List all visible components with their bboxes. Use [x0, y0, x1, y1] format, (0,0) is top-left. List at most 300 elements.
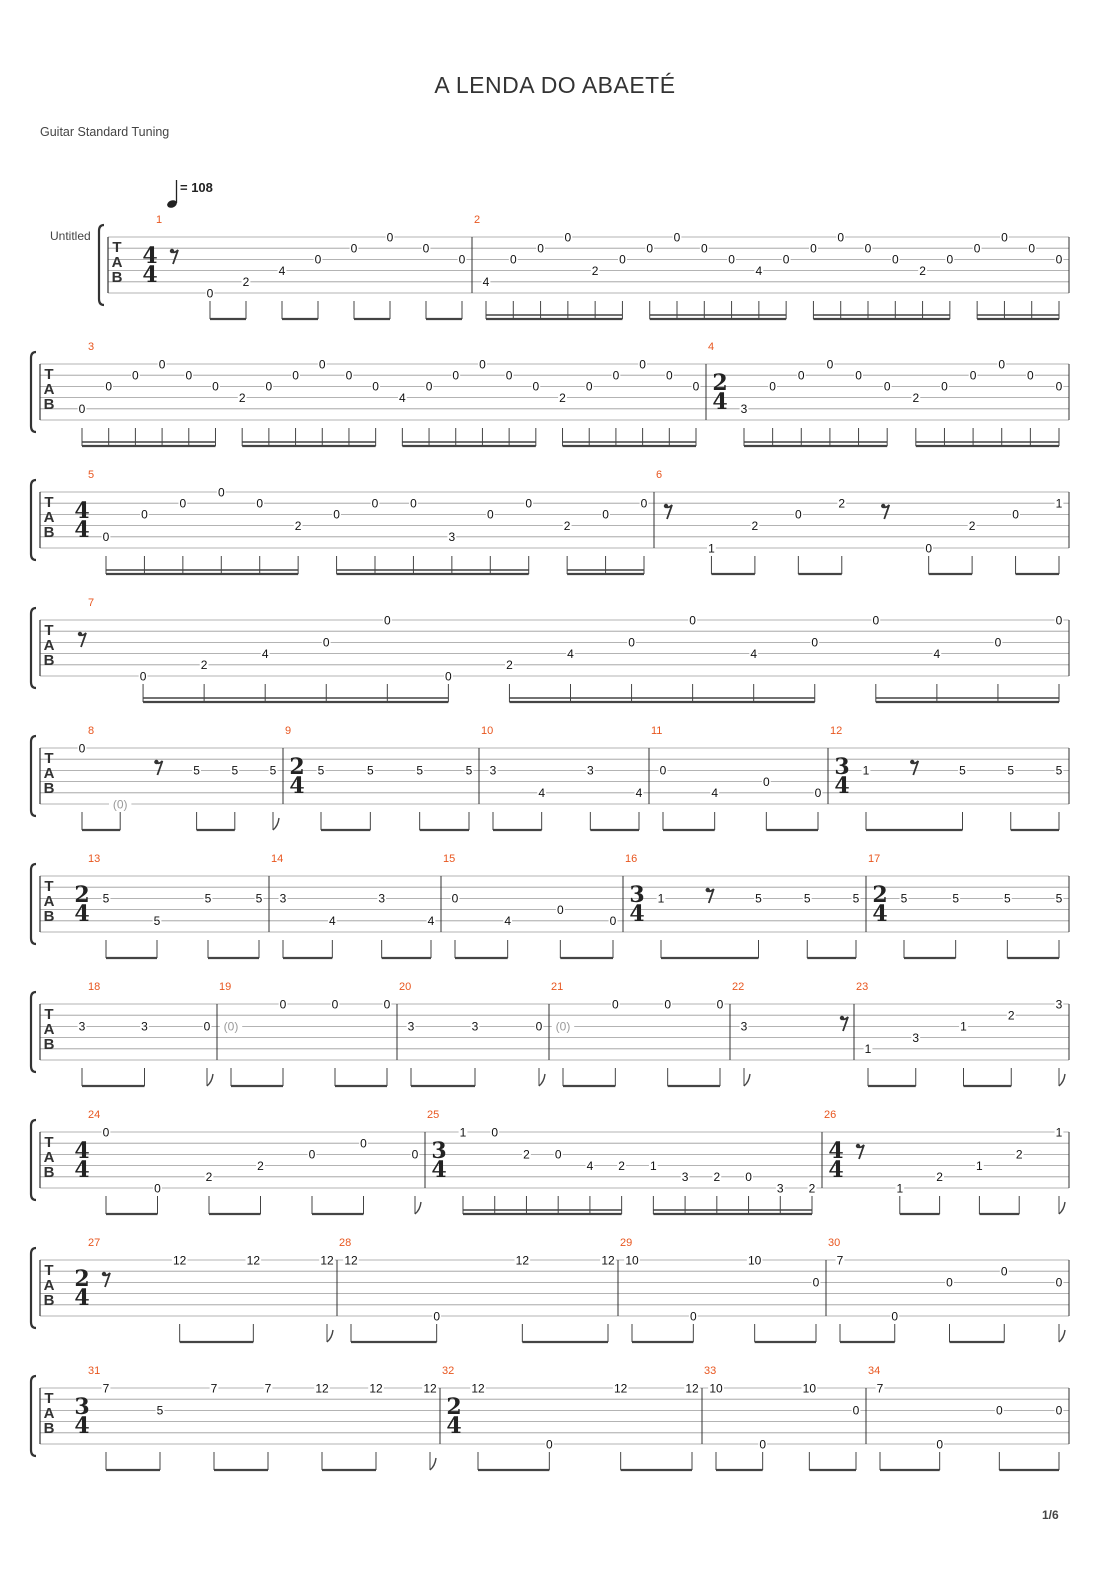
fret-number: 2 [242, 275, 250, 290]
fret-number: 0 [486, 507, 494, 522]
measure [824, 1109, 1065, 1214]
fret-number: 0 [425, 379, 433, 394]
measure [271, 853, 435, 958]
tab-clef-letter: B [43, 1164, 55, 1181]
fret-number: 0 [872, 613, 880, 628]
fret-number: 0 [102, 530, 110, 545]
fret-number: 4 [504, 914, 512, 929]
fret-number: 0 [837, 230, 845, 245]
fret-number: 3 [279, 891, 287, 906]
fret-number: 5 [153, 914, 161, 929]
fret-number: 3 [776, 1181, 784, 1196]
fret-number: 4 [261, 646, 269, 661]
rest-dot [881, 504, 885, 508]
tab-clef-letter: A [43, 637, 55, 654]
measure [74, 1365, 437, 1470]
fret-number: 0 [1028, 241, 1036, 256]
tab-clef-letter: T [44, 622, 54, 639]
fret-number: 10 [747, 1253, 762, 1268]
fret-number: 2 [1007, 1008, 1015, 1023]
fret-number: 0 [265, 379, 273, 394]
tab-clef-letter: T [44, 1134, 54, 1151]
fret-number: (0) [112, 797, 128, 812]
rest-dot [78, 632, 82, 636]
fret-number: 0 [639, 357, 646, 372]
system-bracket [31, 480, 36, 560]
fret-number: 5 [193, 763, 200, 778]
fret-number: 0 [360, 1136, 367, 1151]
fret-number: 4 [586, 1158, 594, 1173]
fret-number: 3 [378, 891, 386, 906]
fret-number: 4 [278, 263, 286, 278]
fret-number: 2 [257, 1158, 264, 1173]
fret-number: 2 [919, 263, 926, 278]
fret-number: 2 [200, 658, 208, 673]
fret-number: 2 [912, 390, 920, 405]
fret-number: 0 [1012, 507, 1019, 522]
measure-number: 21 [551, 981, 564, 993]
rest-dot [706, 888, 710, 892]
fret-number: 5 [1055, 891, 1063, 906]
fret-number: 4 [635, 786, 643, 801]
measure-number: 23 [856, 981, 869, 993]
tab-clef-letter: A [43, 381, 55, 398]
measure [442, 1365, 700, 1470]
time-signature-bottom: 4 [142, 262, 158, 288]
fret-number: 4 [933, 646, 941, 661]
measure-number: 31 [88, 1365, 101, 1377]
fret-number: 0 [292, 368, 299, 383]
fret-number: 0 [206, 286, 214, 301]
fret-number: 0 [946, 1275, 953, 1290]
measure-number: 34 [868, 1365, 881, 1377]
measure-number: 26 [824, 1109, 837, 1121]
tab-clef-letter: T [44, 366, 54, 383]
fret-number: 0 [139, 669, 147, 684]
measure-number: 2 [474, 214, 481, 226]
fret-number: 2 [968, 518, 976, 533]
measure-number: 12 [830, 725, 843, 737]
measure [78, 597, 1064, 702]
measure [142, 214, 466, 319]
fret-number: 4 [399, 390, 406, 405]
fret-number: 0 [1055, 613, 1063, 628]
fret-number: 12 [685, 1381, 699, 1396]
fret-number: 0 [994, 635, 1002, 650]
fret-number: 0 [433, 1309, 441, 1324]
fret-number: 0 [491, 1125, 499, 1140]
fret-number: 0 [762, 774, 770, 789]
time-signature-bottom: 4 [712, 389, 728, 415]
rest-dot [840, 1016, 844, 1020]
system-bracket [99, 225, 104, 305]
fret-number: 0 [689, 613, 696, 628]
note-flag [539, 1074, 545, 1086]
fret-number: 3 [740, 1019, 748, 1034]
measure [708, 341, 1063, 446]
fret-number: 0 [179, 496, 187, 511]
tab-system [99, 214, 1069, 319]
rest-dot [102, 1272, 106, 1276]
fret-number: 0 [154, 1181, 161, 1196]
time-signature-top: 4 [828, 1138, 844, 1164]
fret-number: 0 [609, 914, 617, 929]
fret-number: 0 [852, 1403, 860, 1418]
fret-number: 1 [657, 891, 665, 906]
rest-dot [170, 249, 174, 253]
measure-number: 28 [339, 1237, 352, 1249]
fret-number: 0 [646, 241, 654, 256]
tab-system [31, 1109, 1069, 1214]
fret-number: 0 [105, 379, 113, 394]
fret-number: (0) [555, 1019, 571, 1034]
measure [399, 981, 545, 1086]
fret-number: 0 [728, 252, 735, 267]
system-bracket [31, 608, 36, 688]
fret-number: 0 [716, 997, 724, 1012]
tab-clef-letter: B [43, 524, 55, 541]
tab-clef-letter: A [43, 1277, 55, 1294]
fret-number: 5 [102, 891, 110, 906]
measure-number: 24 [88, 1109, 101, 1121]
time-signature-top: 3 [834, 754, 850, 780]
fret-number: 0 [212, 379, 219, 394]
tab-clef-letter: T [112, 239, 122, 256]
measure-number: 5 [88, 469, 95, 481]
fret-number: 2 [563, 518, 571, 533]
fret-number: 4 [750, 646, 758, 661]
system-bracket [31, 1248, 36, 1328]
tab-clef-letter: B [43, 652, 55, 669]
fret-number: 0 [810, 241, 817, 256]
measure [78, 341, 701, 446]
fret-number: 0 [372, 379, 379, 394]
fret-number: 5 [366, 763, 374, 778]
fret-number: 0 [537, 241, 544, 256]
fret-number: 5 [156, 1403, 164, 1418]
fret-number: 0 [509, 252, 517, 267]
tab-clef-letter: T [44, 494, 54, 511]
fret-number: 3 [141, 1019, 148, 1034]
fret-number: 0 [217, 485, 225, 500]
tempo-marking: = 108 [180, 180, 213, 195]
measure-number: 30 [828, 1237, 841, 1249]
measure [856, 981, 1065, 1086]
fret-number: 10 [625, 1253, 639, 1268]
fret-number: 3 [586, 763, 594, 778]
fret-number: 2 [838, 496, 846, 511]
fret-number: 0 [256, 496, 264, 511]
fret-number: 1 [864, 1042, 872, 1057]
fret-number: 12 [172, 1253, 187, 1268]
fret-number: 4 [427, 914, 435, 929]
fret-number: 5 [1003, 891, 1011, 906]
measure-number: 20 [399, 981, 412, 993]
tab-clef-letter: B [43, 1292, 55, 1309]
fret-number: 0 [925, 541, 933, 556]
fret-number: 12 [246, 1253, 261, 1268]
measure [830, 725, 1063, 830]
fret-number: 0 [855, 368, 862, 383]
tab-clef-letter: T [44, 750, 54, 767]
fret-number: 4 [567, 646, 574, 661]
system-bracket [31, 352, 36, 432]
measure-number: 32 [442, 1365, 455, 1377]
fret-number: 0 [383, 997, 391, 1012]
fret-number: 7 [876, 1381, 884, 1396]
fret-number: 0 [535, 1019, 543, 1034]
time-signature-bottom: 4 [629, 901, 645, 927]
fret-number: 0 [345, 368, 353, 383]
fret-number: 0 [941, 379, 948, 394]
fret-number: 1 [862, 763, 870, 778]
fret-number: 12 [315, 1381, 329, 1396]
measure [285, 725, 473, 830]
fret-number: 12 [471, 1381, 485, 1396]
tab-system [31, 1365, 1069, 1470]
measure-number: 6 [656, 469, 663, 481]
fret-number: 0 [331, 997, 339, 1012]
fret-number: 0 [422, 241, 430, 256]
time-signature-top: 2 [74, 1266, 90, 1292]
fret-number: 12 [369, 1381, 383, 1396]
fret-number: 10 [802, 1381, 817, 1396]
fret-number: 7 [264, 1381, 272, 1396]
fret-number: 1 [1055, 1125, 1063, 1140]
fret-number: 3 [407, 1019, 415, 1034]
measure-number: 33 [704, 1365, 717, 1377]
fret-number: 7 [102, 1381, 110, 1396]
fret-number: 0 [826, 357, 834, 372]
fret-number: 0 [78, 402, 86, 417]
fret-number: 3 [448, 530, 456, 545]
measure [78, 725, 279, 830]
fret-number: 0 [132, 368, 139, 383]
note-flag [430, 1458, 436, 1470]
time-signature-bottom: 4 [446, 1413, 462, 1439]
fret-number: 12 [320, 1253, 334, 1268]
time-signature-top: 4 [142, 243, 158, 269]
fret-number: 0 [185, 368, 193, 383]
measure [551, 981, 724, 1086]
fret-number: 0 [411, 1147, 419, 1162]
fret-number: 0 [883, 379, 891, 394]
fret-number: 0 [532, 379, 540, 394]
fret-number: 0 [505, 368, 513, 383]
time-signature-bottom: 4 [828, 1157, 844, 1183]
fret-number: 7 [210, 1381, 218, 1396]
time-signature-bottom: 4 [74, 1413, 90, 1439]
fret-number: 0 [864, 241, 872, 256]
fret-number: 4 [538, 786, 546, 801]
fret-number: 3 [78, 1019, 86, 1034]
fret-number: 2 [713, 1170, 721, 1185]
tab-system [31, 853, 1069, 958]
fret-number: 0 [782, 252, 790, 267]
fret-number: 0 [445, 669, 452, 684]
fret-number: 0 [452, 368, 460, 383]
measure-number: 17 [868, 853, 881, 865]
time-signature-bottom: 4 [74, 517, 90, 543]
measure [732, 981, 848, 1086]
tab-clef-letter: T [44, 878, 54, 895]
fret-number: 0 [279, 997, 287, 1012]
fret-number: 3 [681, 1170, 689, 1185]
tab-clef-letter: B [43, 780, 55, 797]
fret-number: 0 [689, 1309, 697, 1324]
fret-number: 0 [102, 1125, 110, 1140]
fret-number: 12 [515, 1253, 530, 1268]
measure [74, 1237, 334, 1342]
fret-number: 2 [936, 1170, 943, 1185]
note-flag [1059, 1074, 1065, 1086]
fret-number: 0 [812, 1275, 820, 1290]
fret-number: 2 [205, 1170, 213, 1185]
fret-number: 0 [1001, 230, 1008, 245]
rest-dot [664, 504, 668, 508]
tab-clef-letter: T [44, 1262, 54, 1279]
note-flag [327, 1330, 333, 1342]
fret-number: 0 [322, 635, 330, 650]
fret-number: 4 [482, 275, 490, 290]
tab-clef-letter: T [44, 1390, 54, 1407]
fret-number: 5 [952, 891, 960, 906]
tab-clef-letter: A [43, 509, 55, 526]
fret-number: 0 [386, 230, 394, 245]
fret-number: 5 [465, 763, 473, 778]
fret-number: 0 [700, 241, 708, 256]
fret-number: 0 [640, 496, 648, 511]
time-signature-bottom: 4 [834, 773, 850, 799]
fret-number: 0 [946, 252, 954, 267]
fret-number: 0 [811, 635, 819, 650]
fret-number: 0 [314, 252, 322, 267]
fret-number: 0 [814, 786, 822, 801]
fret-number: 0 [1055, 379, 1063, 394]
tab-system [31, 597, 1069, 702]
tab-system [31, 1237, 1069, 1342]
fret-number: 1 [459, 1125, 467, 1140]
fret-number: 0 [745, 1170, 752, 1185]
fret-number: 0 [158, 357, 166, 372]
fret-number: 1 [650, 1158, 657, 1173]
measure-number: 13 [88, 853, 101, 865]
rest-dot [910, 760, 914, 764]
tab-clef-letter: B [43, 396, 55, 413]
measure [868, 853, 1063, 958]
fret-number: 0 [350, 241, 358, 256]
fret-number: 0 [1000, 1264, 1008, 1279]
tab-clef-letter: A [43, 1149, 55, 1166]
measure-number: 10 [481, 725, 494, 737]
fret-number: 1 [708, 541, 715, 556]
measure-number: 18 [88, 981, 101, 993]
measure-number: 9 [285, 725, 292, 737]
fret-number: 0 [797, 368, 805, 383]
measure [219, 981, 391, 1086]
score-title: A LENDA DO ABAETÉ [434, 72, 676, 98]
fret-number: 5 [255, 891, 263, 906]
fret-number: 0 [203, 1019, 211, 1034]
fret-number: 0 [973, 241, 981, 256]
measure [74, 469, 648, 574]
fret-number: 0 [969, 368, 977, 383]
fret-number: 0 [612, 368, 620, 383]
note-flag [207, 1074, 213, 1086]
tab-clef-letter: A [111, 254, 123, 271]
tab-clef-letter: B [43, 908, 55, 925]
fret-number: 3 [912, 1030, 920, 1045]
fret-number: 0 [891, 252, 899, 267]
page-number: 1/6 [1042, 1508, 1059, 1522]
time-signature-bottom: 4 [74, 1285, 90, 1311]
fret-number: 0 [673, 230, 681, 245]
fret-number: 4 [328, 914, 336, 929]
fret-number: 0 [371, 496, 379, 511]
measure [78, 981, 213, 1086]
measure [427, 1109, 816, 1214]
time-signature-top: 2 [74, 882, 90, 908]
tab-clef-letter: B [111, 269, 123, 286]
measure-number: 27 [88, 1237, 101, 1249]
tab-system [31, 725, 1069, 830]
fret-number: 5 [852, 891, 860, 906]
time-signature-top: 2 [289, 754, 305, 780]
measure [625, 853, 860, 958]
fret-number: 0 [1055, 1403, 1063, 1418]
fret-number: 2 [591, 263, 599, 278]
fret-number: 2 [808, 1181, 816, 1196]
fret-number: 5 [803, 891, 811, 906]
fret-number: 2 [294, 518, 302, 533]
tab-system [31, 341, 1069, 446]
fret-number: (0) [223, 1019, 239, 1034]
measure-number: 14 [271, 853, 284, 865]
time-signature-top: 3 [629, 882, 645, 908]
fret-number: 5 [1055, 763, 1063, 778]
fret-number: 0 [545, 1437, 553, 1452]
time-signature-top: 2 [712, 370, 728, 396]
fret-number: 2 [506, 658, 513, 673]
tab-clef-letter: A [43, 1405, 55, 1422]
fret-number: 0 [628, 635, 635, 650]
rest-dot [856, 1144, 860, 1148]
measure-number: 4 [708, 341, 715, 353]
time-signature-top: 4 [74, 498, 90, 524]
time-signature-bottom: 4 [74, 1157, 90, 1183]
rest-dot [154, 760, 158, 764]
fret-number: 5 [755, 891, 762, 906]
fret-number: 5 [231, 763, 239, 778]
fret-number: 0 [998, 357, 1006, 372]
measure-number: 22 [732, 981, 745, 993]
measure [704, 1365, 860, 1470]
fret-number: 3 [471, 1019, 479, 1034]
fret-number: 0 [308, 1147, 316, 1162]
fret-number: 0 [1027, 368, 1034, 383]
measure-number: 8 [88, 725, 95, 737]
time-signature-bottom: 4 [872, 901, 888, 927]
measure [868, 1365, 1063, 1470]
fret-number: 0 [611, 997, 619, 1012]
fret-number: 0 [383, 613, 391, 628]
time-signature-bottom: 4 [289, 773, 305, 799]
fret-number: 10 [709, 1381, 723, 1396]
fret-number: 1 [1055, 496, 1063, 511]
tab-clef-letter: T [44, 1006, 54, 1023]
fret-number: 12 [344, 1253, 358, 1268]
fret-number: 0 [664, 997, 672, 1012]
